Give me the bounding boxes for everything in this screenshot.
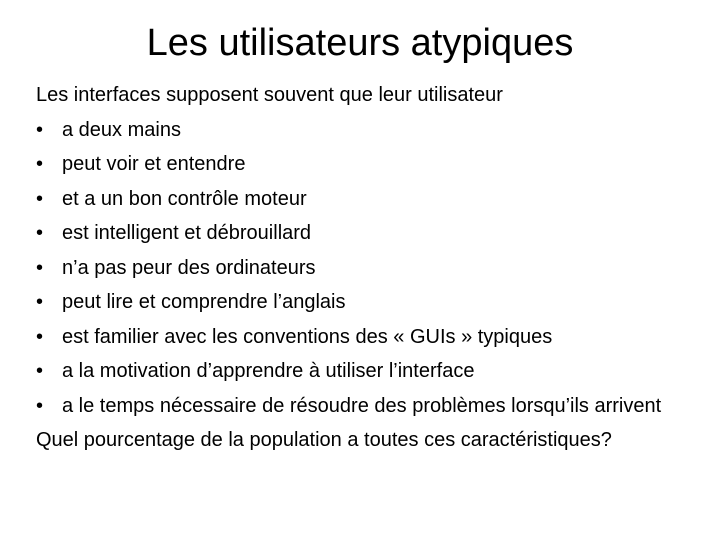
intro-text: Les interfaces supposent souvent que leur utilisateur: [36, 84, 503, 106]
list-item: [36, 389, 696, 423]
list-item-text: a le temps nécessaire de résoudre des problèmes lorsqu’ils arrivent: [62, 394, 662, 417]
list-item: [36, 147, 696, 182]
list-item: [36, 320, 696, 355]
bullet-icon: •: [36, 325, 44, 348]
list-item: [36, 182, 696, 217]
list-item-text: est intelligent et débrouillard: [62, 222, 312, 244]
list-item-text: peut voir et entendre: [62, 153, 246, 175]
list-item: [36, 354, 696, 389]
list-item: [36, 251, 696, 286]
list-item-text: est familier avec les conventions des « GUIs » typiques: [62, 325, 553, 348]
bullet-icon: •: [36, 222, 44, 244]
bullet-icon: •: [36, 291, 44, 313]
list-item: [36, 285, 696, 320]
bullet-icon: •: [36, 360, 44, 382]
list-item: [36, 216, 696, 251]
list-item-text: a la motivation d’apprendre à utiliser l’interface: [62, 360, 475, 382]
bullet-icon: •: [36, 118, 44, 141]
list-item-text: et a un bon contrôle moteur: [62, 187, 307, 210]
list-item: [36, 113, 696, 148]
bullet-icon: •: [36, 256, 44, 279]
bullet-icon: •: [36, 153, 44, 175]
slide-body: [36, 78, 696, 457]
closing-question: Quel pourcentage de la population a toutes ces caractéristiques?: [36, 428, 612, 451]
slide-title: Les utilisateurs atypiques: [146, 22, 574, 64]
bullet-icon: •: [36, 187, 44, 210]
list-item-text: peut lire et comprendre l’anglais: [62, 291, 346, 313]
bullet-icon: •: [36, 394, 44, 417]
list-item-text: a deux mains: [62, 118, 181, 141]
assumption-list: [36, 113, 696, 423]
list-item-text: n’a pas peur des ordinateurs: [62, 256, 316, 279]
